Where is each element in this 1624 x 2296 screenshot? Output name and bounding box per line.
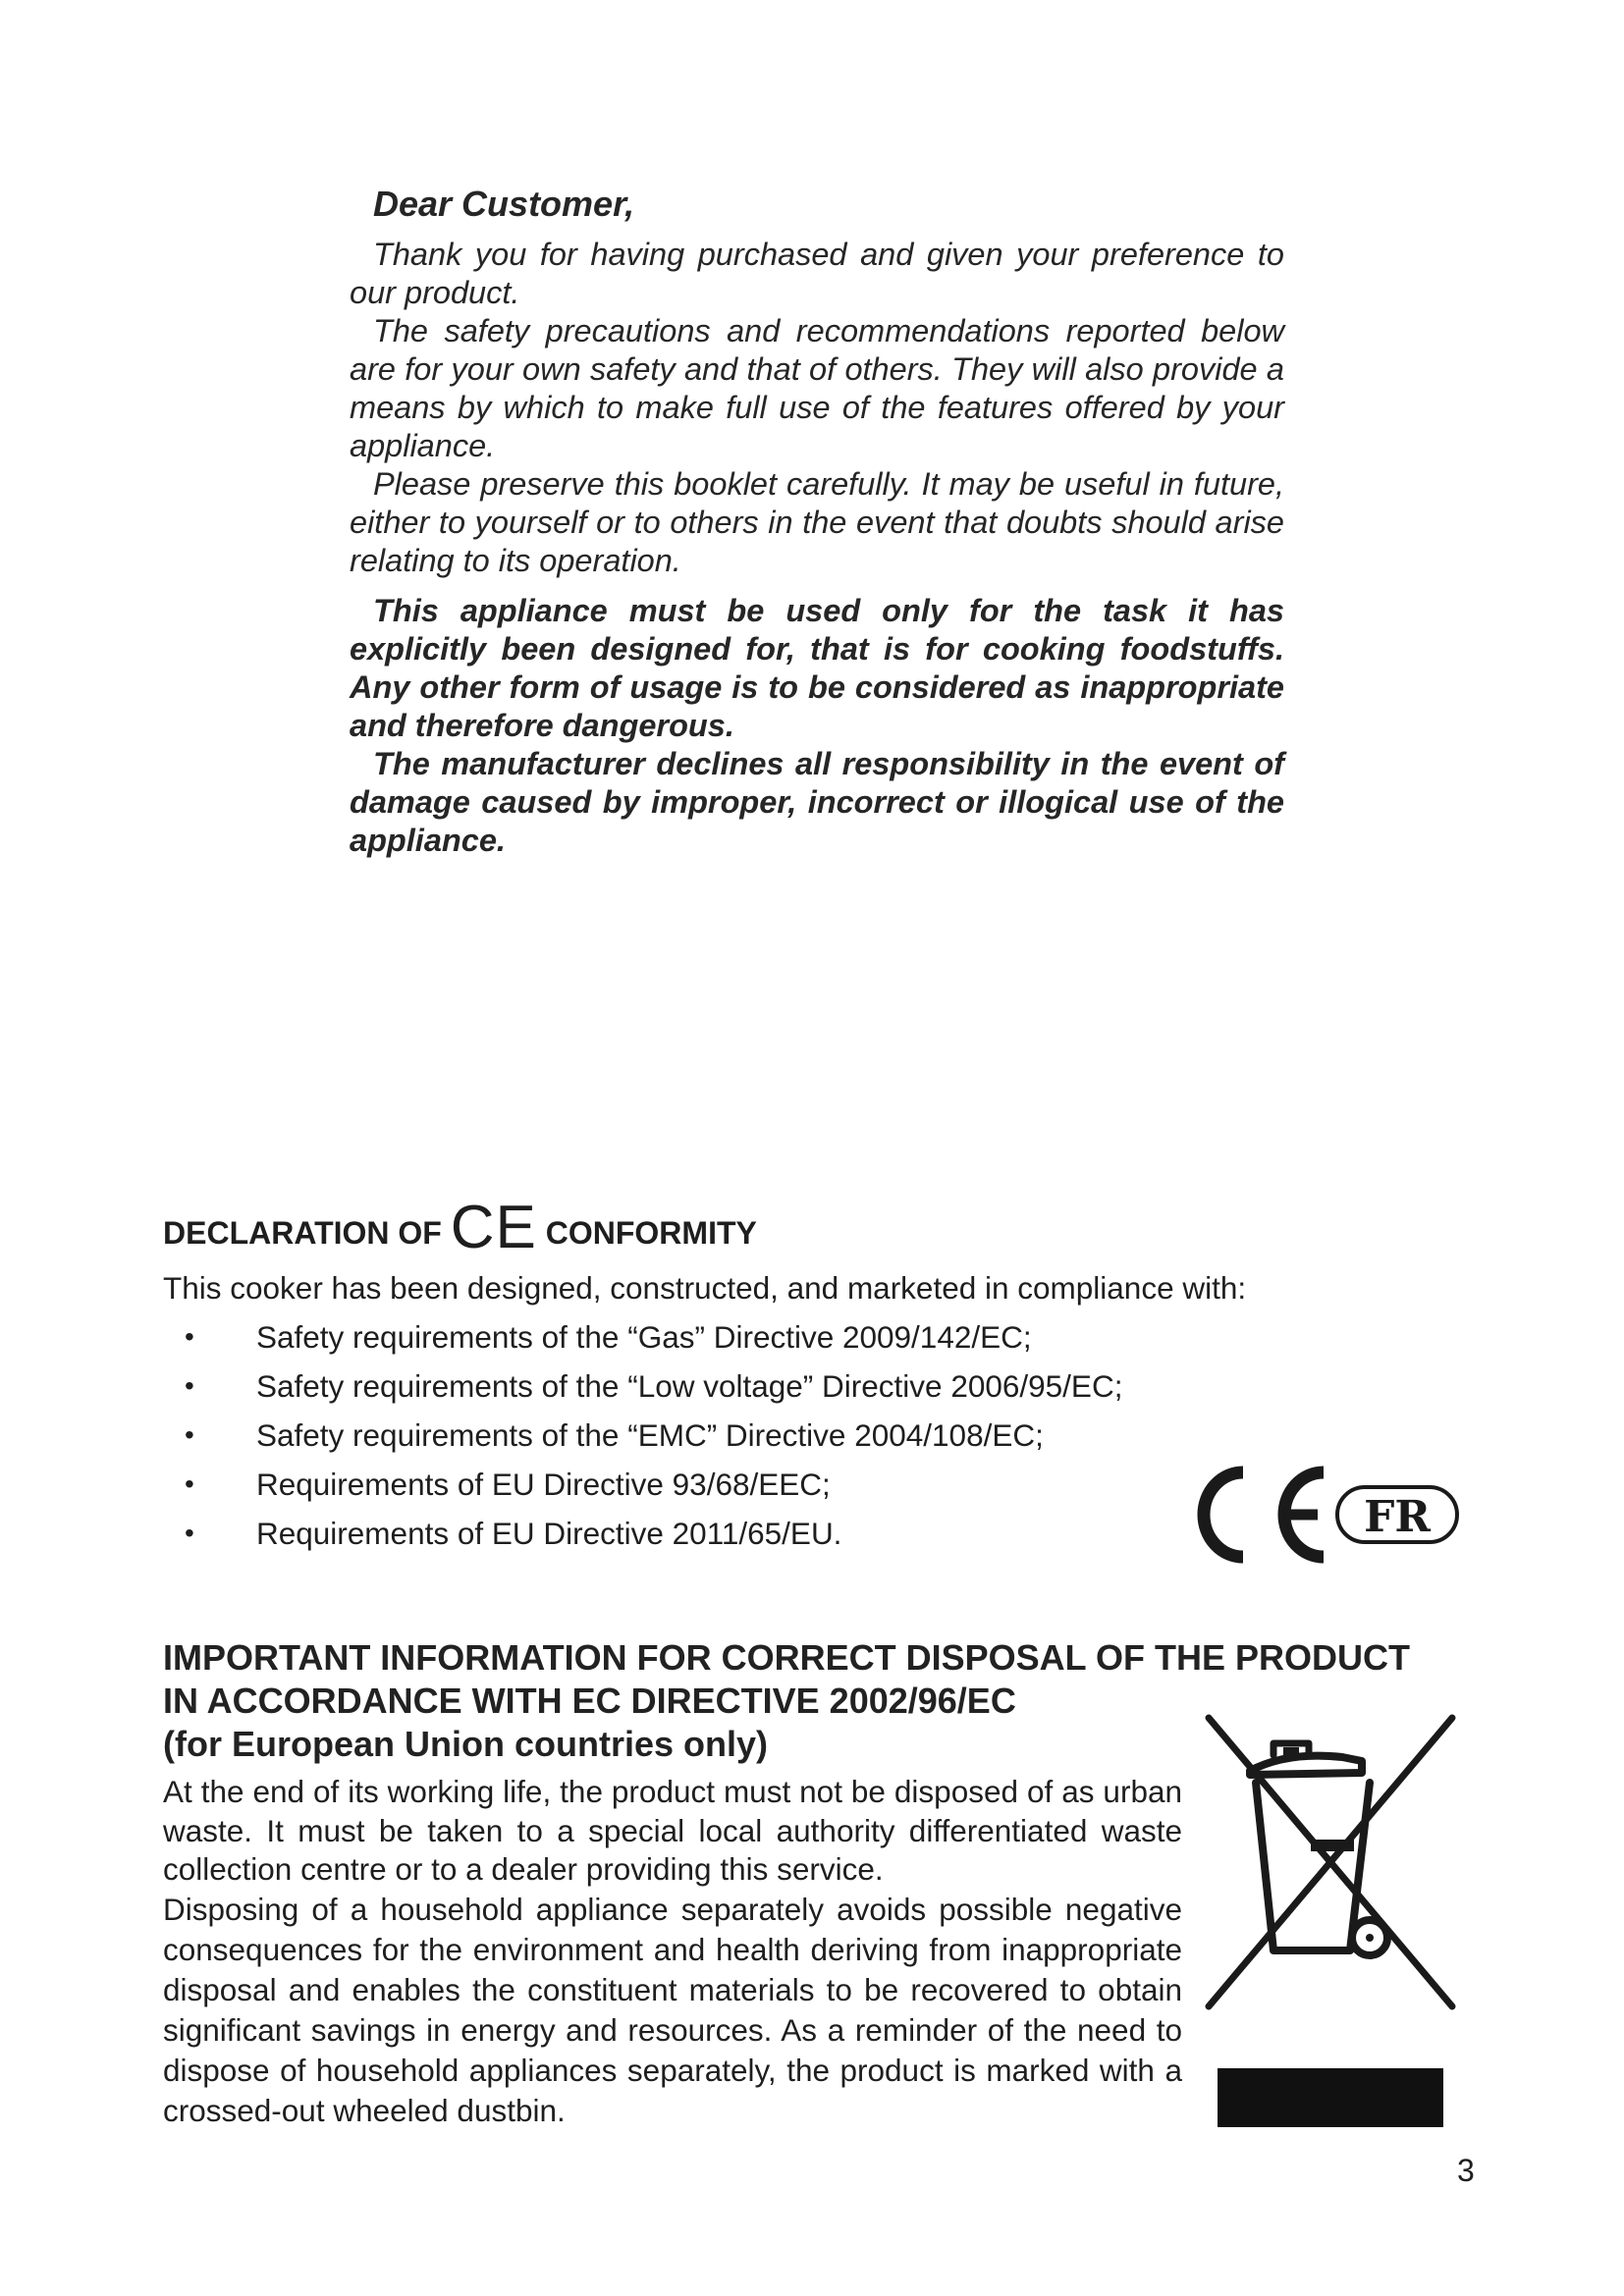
declaration-title-before: DECLARATION OF	[163, 1215, 442, 1251]
black-bar	[1218, 2068, 1443, 2127]
directive-item: • Requirements of EU Directive 93/68/EEC;	[163, 1466, 1122, 1515]
directive-item: • Safety requirements of the “EMC” Directive 2004/108/EC;	[163, 1416, 1122, 1466]
declaration-title	[163, 1194, 757, 1261]
intro-section	[350, 185, 1284, 860]
intro-paragraph: Thank you for having purchased and given your preference to our product.	[350, 237, 1284, 310]
declaration-intro: This cooker has been designed, constructed, and marketed in compliance with:	[163, 1270, 1247, 1306]
greeting: Dear Customer,	[373, 184, 635, 224]
disposal-title-line: (for European Union countries only)	[163, 1724, 769, 1764]
directive-list	[163, 1318, 1122, 1564]
liability-warning: The manufacturer declines all responsibility in the event of damage caused by improper, incorrect or illogical use of the appliance.	[350, 746, 1284, 858]
svg-text:FR: FR	[1364, 1492, 1431, 1542]
directive-item: • Safety requirements of the “Low voltage” Directive 2006/95/EC;	[163, 1367, 1122, 1416]
disposal-title-line: IN ACCORDANCE WITH EC DIRECTIVE 2002/96/EC	[163, 1681, 1016, 1721]
intro-paragraph: The safety precautions and recommendations reported below are for your own safety and that of others. They will also provide a means by which to make full use of the features offered by your appliance.	[350, 313, 1284, 463]
disposal-title-line: IMPORTANT INFORMATION FOR CORRECT DISPOSAL OF THE PRODUCT	[163, 1637, 1410, 1678]
directive-item: • Safety requirements of the “Gas” Directive 2009/142/EC;	[163, 1318, 1122, 1367]
intro-paragraph: Please preserve this booklet carefully. It may be useful in future, either to yourself or to others in the event that doubts should arise relating to its operation.	[350, 466, 1284, 578]
disposal-body	[163, 1773, 1182, 2131]
page-number: 3	[1457, 2153, 1475, 2188]
directive-item: • Requirements of EU Directive 2011/65/EU.	[163, 1515, 1122, 1564]
crossed-out-wheeled-bin-icon	[1193, 1710, 1468, 2019]
ce-mark-text: CE	[450, 1194, 537, 1261]
usage-warning: This appliance must be used only for the task it has explicitly been designed for, that is for cooking foodstuffs. Any other form of usage is to be considered as inappropriate and therefore dangerous.	[350, 593, 1284, 743]
disposal-paragraph: At the end of its working life, the product must not be disposed of as urban waste. It must be taken to a special local authority differentiated waste collection centre or to a dealer providing this service.	[163, 1774, 1182, 1887]
declaration-title-after: CONFORMITY	[545, 1215, 757, 1251]
ce-fr-logo-icon	[1178, 1461, 1473, 1569]
disposal-paragraph: Disposing of a household appliance separately avoids possible negative consequences for the environment and health deriving from inappropriate disposal and enables the constituent materials to be recovered to obtain significant savings in energy and resources. As a reminder of the need to dispose of household appliances separately, the product is marked with a crossed-out wheeled dustbin.	[163, 1891, 1182, 2128]
